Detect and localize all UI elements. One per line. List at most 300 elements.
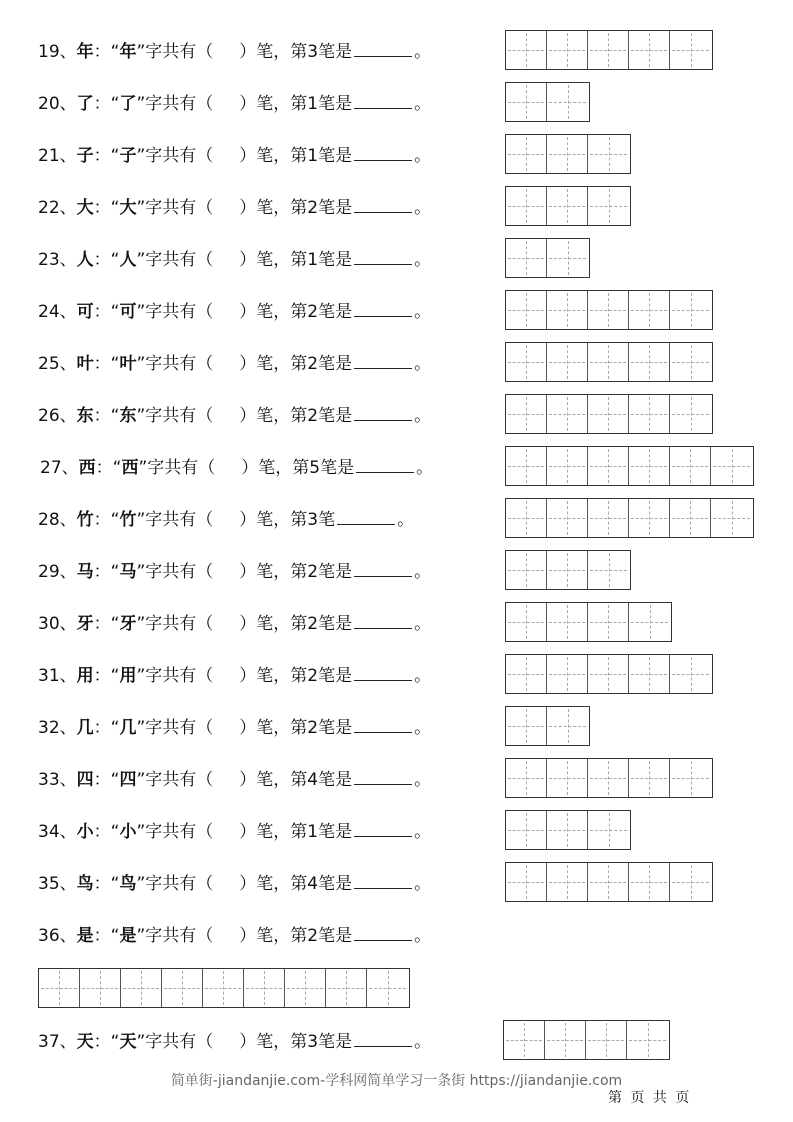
stroke-word: 笔 xyxy=(318,250,336,270)
is-word: 是 xyxy=(337,458,355,478)
period: 。 xyxy=(414,926,432,946)
is-word: 是 xyxy=(335,94,353,114)
quoted-char: 鸟 xyxy=(119,874,137,894)
stroke-word: 笔 xyxy=(318,42,336,62)
grid-cell[interactable] xyxy=(547,83,588,121)
writing-grid[interactable] xyxy=(505,758,713,798)
question-row xyxy=(0,238,793,280)
quote-close: ” xyxy=(136,718,146,738)
stroke-number: 2 xyxy=(307,302,319,322)
quote-open: “ xyxy=(110,718,120,738)
question-text xyxy=(38,298,431,325)
grid-cell[interactable] xyxy=(711,447,752,485)
grid-cell[interactable] xyxy=(629,31,670,69)
grid-cell[interactable] xyxy=(588,655,629,693)
quoted-char: 大 xyxy=(119,198,137,218)
close-paren-text: ）笔，第 xyxy=(239,614,308,634)
period: 。 xyxy=(414,666,432,686)
writing-grid[interactable] xyxy=(505,82,590,122)
stroke-word: 笔 xyxy=(318,666,336,686)
stroke-word: 笔 xyxy=(318,770,336,790)
quote-open: “ xyxy=(110,198,120,218)
grid-cell[interactable] xyxy=(588,863,629,901)
stroke-word: 笔 xyxy=(318,146,336,166)
grid-cell[interactable] xyxy=(547,811,588,849)
close-paren-text: ）笔，第 xyxy=(239,42,308,62)
grid-cell[interactable] xyxy=(629,447,670,485)
question-text xyxy=(38,662,431,689)
grid-cell[interactable] xyxy=(629,655,670,693)
question-text xyxy=(38,246,431,273)
quote-close: ” xyxy=(136,1032,146,1052)
writing-grid[interactable] xyxy=(505,290,713,330)
target-char: 西 xyxy=(78,458,96,478)
grid-cell[interactable] xyxy=(547,239,588,277)
target-char: 鸟 xyxy=(76,874,94,894)
has-total-text: 字共有（ xyxy=(145,94,214,114)
writing-grid[interactable] xyxy=(505,342,713,382)
grid-cell[interactable] xyxy=(588,135,629,173)
quote-open: “ xyxy=(110,822,120,842)
question-row xyxy=(0,602,793,644)
grid-cell[interactable] xyxy=(506,187,547,225)
grid-cell[interactable] xyxy=(547,31,588,69)
grid-cell[interactable] xyxy=(506,239,547,277)
quoted-char: 用 xyxy=(119,666,137,686)
grid-cell[interactable] xyxy=(629,395,670,433)
writing-grid[interactable] xyxy=(505,238,590,278)
has-total-text: 字共有（ xyxy=(145,198,214,218)
question-number: 34、 xyxy=(38,822,77,842)
stroke-word: 笔 xyxy=(318,562,336,582)
question-number: 32、 xyxy=(38,718,77,738)
grid-cell[interactable] xyxy=(670,863,711,901)
period: 。 xyxy=(414,822,432,842)
is-word: 是 xyxy=(335,406,353,426)
stroke-number: 2 xyxy=(307,926,319,946)
grid-cell[interactable] xyxy=(547,499,588,537)
grid-cell[interactable] xyxy=(367,969,408,1007)
quote-open: “ xyxy=(110,94,120,114)
grid-cell[interactable] xyxy=(506,707,547,745)
quote-close: ” xyxy=(136,42,146,62)
quote-open: “ xyxy=(110,770,120,790)
stroke-answer-blank[interactable] xyxy=(337,506,395,525)
question-text xyxy=(38,714,431,741)
is-word: 是 xyxy=(335,354,353,374)
question-text xyxy=(38,922,431,949)
stroke-answer-blank[interactable] xyxy=(354,402,412,421)
has-total-text: 字共有（ xyxy=(147,458,216,478)
grid-cell[interactable] xyxy=(629,603,670,641)
writing-grid[interactable] xyxy=(505,498,754,538)
quote-close: ” xyxy=(136,874,146,894)
quote-close: ” xyxy=(136,354,146,374)
quote-open: “ xyxy=(110,250,120,270)
quote-close: ” xyxy=(136,198,146,218)
grid-cell[interactable] xyxy=(588,811,629,849)
quote-close: ” xyxy=(136,510,146,530)
grid-cell[interactable] xyxy=(586,1021,627,1059)
stroke-answer-blank[interactable] xyxy=(354,298,412,317)
close-paren-text: ）笔，第 xyxy=(239,926,308,946)
grid-cell[interactable] xyxy=(547,135,588,173)
has-total-text: 字共有（ xyxy=(145,666,214,686)
writing-grid[interactable] xyxy=(505,30,713,70)
grid-cell[interactable] xyxy=(506,291,547,329)
question-row xyxy=(0,810,793,852)
quoted-char: 小 xyxy=(119,822,137,842)
grid-cell[interactable] xyxy=(506,759,547,797)
question-number: 23、 xyxy=(38,250,77,270)
stroke-answer-blank[interactable] xyxy=(354,662,412,681)
stroke-number: 1 xyxy=(307,94,319,114)
quote-open: “ xyxy=(110,302,120,322)
writing-grid[interactable] xyxy=(505,394,713,434)
grid-cell[interactable] xyxy=(506,135,547,173)
grid-cell[interactable] xyxy=(39,969,80,1007)
stroke-number: 4 xyxy=(307,874,319,894)
quoted-char: 西 xyxy=(121,458,139,478)
grid-cell[interactable] xyxy=(670,655,711,693)
grid-cell[interactable] xyxy=(670,395,711,433)
question-number: 33、 xyxy=(38,770,77,790)
target-char: 子 xyxy=(76,146,94,166)
colon: ： xyxy=(93,250,111,270)
period: 。 xyxy=(414,770,432,790)
target-char: 四 xyxy=(76,770,94,790)
grid-cell[interactable] xyxy=(547,551,588,589)
has-total-text: 字共有（ xyxy=(145,822,214,842)
quoted-char: 子 xyxy=(119,146,137,166)
period: 。 xyxy=(414,94,432,114)
question-number: 25、 xyxy=(38,354,77,374)
close-paren-text: ）笔，第 xyxy=(239,198,308,218)
target-char: 东 xyxy=(76,406,94,426)
question-text xyxy=(38,1028,431,1055)
grid-cell[interactable] xyxy=(588,499,629,537)
question-number: 28、 xyxy=(38,510,77,530)
stroke-answer-blank[interactable] xyxy=(354,922,412,941)
grid-cell[interactable] xyxy=(588,395,629,433)
grid-cell[interactable] xyxy=(547,187,588,225)
grid-cell[interactable] xyxy=(506,395,547,433)
stroke-word: 笔 xyxy=(318,94,336,114)
quote-open: “ xyxy=(112,458,122,478)
is-word: 是 xyxy=(335,926,353,946)
grid-cell[interactable] xyxy=(203,969,244,1007)
is-word: 是 xyxy=(335,874,353,894)
quote-open: “ xyxy=(110,146,120,166)
grid-cell[interactable] xyxy=(506,551,547,589)
quote-open: “ xyxy=(110,614,120,634)
grid-cell[interactable] xyxy=(80,969,121,1007)
question-text xyxy=(38,402,431,429)
grid-cell[interactable] xyxy=(506,83,547,121)
grid-cell[interactable] xyxy=(506,499,547,537)
question-row xyxy=(0,914,793,956)
quote-open: “ xyxy=(110,1032,120,1052)
close-paren-text: ）笔，第 xyxy=(239,1032,308,1052)
writing-grid[interactable] xyxy=(505,134,631,174)
close-paren-text: ）笔，第 xyxy=(239,666,308,686)
stroke-answer-blank[interactable] xyxy=(354,558,412,577)
grid-cell[interactable] xyxy=(506,447,547,485)
writing-grid[interactable] xyxy=(505,602,672,642)
target-char: 几 xyxy=(76,718,94,738)
question-text xyxy=(38,38,431,65)
period: 。 xyxy=(414,42,432,62)
question-number: 21、 xyxy=(38,146,77,166)
grid-cell[interactable] xyxy=(547,655,588,693)
grid-cell[interactable] xyxy=(506,31,547,69)
has-total-text: 字共有（ xyxy=(145,302,214,322)
stroke-answer-blank[interactable] xyxy=(354,610,412,629)
question-text xyxy=(38,870,431,897)
grid-cell[interactable] xyxy=(670,447,711,485)
writing-grid[interactable] xyxy=(503,1020,670,1060)
quote-close: ” xyxy=(136,666,146,686)
grid-cell[interactable] xyxy=(629,291,670,329)
stroke-number: 4 xyxy=(307,770,319,790)
close-paren-text: ）笔，第 xyxy=(239,562,308,582)
question-text xyxy=(38,818,431,845)
grid-cell[interactable] xyxy=(670,31,711,69)
grid-cell[interactable] xyxy=(547,707,588,745)
quote-close: ” xyxy=(136,94,146,114)
stroke-answer-blank[interactable] xyxy=(354,818,412,837)
period: 。 xyxy=(414,614,432,634)
is-word: 是 xyxy=(335,198,353,218)
stroke-answer-blank[interactable] xyxy=(356,454,414,473)
grid-cell[interactable] xyxy=(670,759,711,797)
grid-cell[interactable] xyxy=(547,395,588,433)
quote-open: “ xyxy=(110,666,120,686)
stroke-answer-blank[interactable] xyxy=(354,766,412,785)
quoted-char: 竹 xyxy=(119,510,137,530)
close-paren-text: ）笔，第 xyxy=(241,458,310,478)
stroke-answer-blank[interactable] xyxy=(354,714,412,733)
question-number: 37、 xyxy=(38,1032,77,1052)
quote-close: ” xyxy=(136,822,146,842)
stroke-word: 笔 xyxy=(318,354,336,374)
period: 。 xyxy=(414,406,432,426)
grid-cell[interactable] xyxy=(547,291,588,329)
is-word: 是 xyxy=(335,42,353,62)
stroke-answer-blank[interactable] xyxy=(354,246,412,265)
question-row xyxy=(0,654,793,696)
quote-open: “ xyxy=(110,874,120,894)
writing-grid[interactable] xyxy=(505,550,631,590)
period: 。 xyxy=(414,1032,432,1052)
grid-cell[interactable] xyxy=(504,1021,545,1059)
grid-cell[interactable] xyxy=(629,759,670,797)
is-word: 是 xyxy=(335,562,353,582)
target-char: 年 xyxy=(76,42,94,62)
target-char: 是 xyxy=(76,926,94,946)
grid-cell[interactable] xyxy=(506,863,547,901)
stroke-number: 2 xyxy=(307,718,319,738)
colon: ： xyxy=(93,874,111,894)
grid-cell[interactable] xyxy=(545,1021,586,1059)
colon: ： xyxy=(93,926,111,946)
colon: ： xyxy=(93,770,111,790)
has-total-text: 字共有（ xyxy=(145,406,214,426)
close-paren-text: ）笔，第 xyxy=(239,874,308,894)
quote-open: “ xyxy=(110,406,120,426)
grid-cell[interactable] xyxy=(547,447,588,485)
close-paren-text: ）笔，第 xyxy=(239,250,308,270)
grid-cell[interactable] xyxy=(244,969,285,1007)
question-text xyxy=(38,506,414,533)
stroke-answer-blank[interactable] xyxy=(354,142,412,161)
writing-grid[interactable] xyxy=(505,810,631,850)
target-char: 牙 xyxy=(76,614,94,634)
grid-cell[interactable] xyxy=(711,499,752,537)
period: 。 xyxy=(414,718,432,738)
quote-open: “ xyxy=(110,510,120,530)
stroke-answer-blank[interactable] xyxy=(354,90,412,109)
stroke-word: 笔 xyxy=(318,614,336,634)
target-char: 可 xyxy=(76,302,94,322)
writing-grid[interactable] xyxy=(505,186,631,226)
question-number: 36、 xyxy=(38,926,77,946)
stroke-number: 1 xyxy=(307,250,319,270)
close-paren-text: ）笔，第 xyxy=(239,94,308,114)
has-total-text: 字共有（ xyxy=(145,510,214,530)
stroke-word: 笔 xyxy=(318,926,336,946)
grid-cell[interactable] xyxy=(506,811,547,849)
quoted-char: 牙 xyxy=(119,614,137,634)
close-paren-text: ）笔，第 xyxy=(239,302,308,322)
stroke-answer-blank[interactable] xyxy=(354,194,412,213)
question-text xyxy=(38,610,431,637)
has-total-text: 字共有（ xyxy=(145,718,214,738)
question-number: 30、 xyxy=(38,614,77,634)
footer-watermark: 简单街-jiandanjie.com-学科网简单学习一条街 https://jiandanjie.com xyxy=(170,1073,623,1089)
writing-grid[interactable] xyxy=(505,654,713,694)
quote-close: ” xyxy=(136,926,146,946)
period: 。 xyxy=(414,198,432,218)
period: 。 xyxy=(414,562,432,582)
target-char: 叶 xyxy=(76,354,94,374)
grid-cell[interactable] xyxy=(588,187,629,225)
quoted-char: 东 xyxy=(119,406,137,426)
grid-cell[interactable] xyxy=(547,603,588,641)
writing-grid[interactable] xyxy=(505,862,713,902)
has-total-text: 字共有（ xyxy=(145,614,214,634)
stroke-number: 2 xyxy=(307,198,319,218)
question-row xyxy=(0,1020,793,1062)
grid-cell[interactable] xyxy=(547,863,588,901)
has-total-text: 字共有（ xyxy=(145,250,214,270)
colon: ： xyxy=(93,146,111,166)
grid-cell[interactable] xyxy=(588,447,629,485)
question-text xyxy=(40,454,433,481)
grid-cell[interactable] xyxy=(588,759,629,797)
writing-grid[interactable] xyxy=(38,968,410,1008)
quoted-char: 几 xyxy=(119,718,137,738)
stroke-number: 2 xyxy=(307,666,319,686)
grid-cell[interactable] xyxy=(670,343,711,381)
question-row xyxy=(0,758,793,800)
grid-cell[interactable] xyxy=(629,499,670,537)
stroke-number: 2 xyxy=(307,406,319,426)
question-row xyxy=(0,186,793,228)
question-number: 19、 xyxy=(38,42,77,62)
target-char: 小 xyxy=(76,822,94,842)
stroke-word: 笔 xyxy=(318,406,336,426)
stroke-word: 笔 xyxy=(318,510,336,530)
grid-cell[interactable] xyxy=(670,291,711,329)
grid-cell[interactable] xyxy=(588,31,629,69)
quoted-char: 了 xyxy=(119,94,137,114)
question-row xyxy=(0,550,793,592)
stroke-number: 3 xyxy=(307,1032,319,1052)
colon: ： xyxy=(93,1032,111,1052)
grid-cell[interactable] xyxy=(588,343,629,381)
grid-cell[interactable] xyxy=(506,603,547,641)
colon: ： xyxy=(93,718,111,738)
stroke-answer-blank[interactable] xyxy=(354,1028,412,1047)
writing-grid[interactable] xyxy=(505,706,590,746)
grid-cell[interactable] xyxy=(547,343,588,381)
stroke-answer-blank[interactable] xyxy=(354,38,412,57)
grid-cell[interactable] xyxy=(506,343,547,381)
grid-cell[interactable] xyxy=(547,759,588,797)
question-number: 35、 xyxy=(38,874,77,894)
stroke-word: 笔 xyxy=(318,198,336,218)
grid-cell[interactable] xyxy=(629,863,670,901)
grid-cell[interactable] xyxy=(588,291,629,329)
quote-close: ” xyxy=(136,562,146,582)
is-word: 是 xyxy=(335,1032,353,1052)
colon: ： xyxy=(93,42,111,62)
question-row xyxy=(0,82,793,124)
period: 。 xyxy=(397,510,415,530)
grid-cell[interactable] xyxy=(121,969,162,1007)
target-char: 人 xyxy=(76,250,94,270)
grid-cell[interactable] xyxy=(627,1021,668,1059)
grid-cell[interactable] xyxy=(588,603,629,641)
quoted-char: 年 xyxy=(119,42,137,62)
grid-cell[interactable] xyxy=(285,969,326,1007)
stroke-answer-blank[interactable] xyxy=(354,350,412,369)
target-char: 大 xyxy=(76,198,94,218)
is-word: 是 xyxy=(335,822,353,842)
grid-cell[interactable] xyxy=(162,969,203,1007)
has-total-text: 字共有（ xyxy=(145,926,214,946)
question-number: 22、 xyxy=(38,198,77,218)
grid-cell[interactable] xyxy=(326,969,367,1007)
target-char: 马 xyxy=(76,562,94,582)
grid-cell[interactable] xyxy=(588,551,629,589)
grid-cell[interactable] xyxy=(670,499,711,537)
writing-grid[interactable] xyxy=(505,446,754,486)
grid-cell[interactable] xyxy=(629,343,670,381)
question-text xyxy=(38,350,431,377)
question-text xyxy=(38,142,431,169)
has-total-text: 字共有（ xyxy=(145,562,214,582)
quoted-char: 是 xyxy=(119,926,137,946)
question-number: 24、 xyxy=(38,302,77,322)
close-paren-text: ）笔，第 xyxy=(239,406,308,426)
question-text xyxy=(38,90,431,117)
grid-cell[interactable] xyxy=(506,655,547,693)
quoted-char: 叶 xyxy=(119,354,137,374)
stroke-answer-blank[interactable] xyxy=(354,870,412,889)
colon: ： xyxy=(93,822,111,842)
